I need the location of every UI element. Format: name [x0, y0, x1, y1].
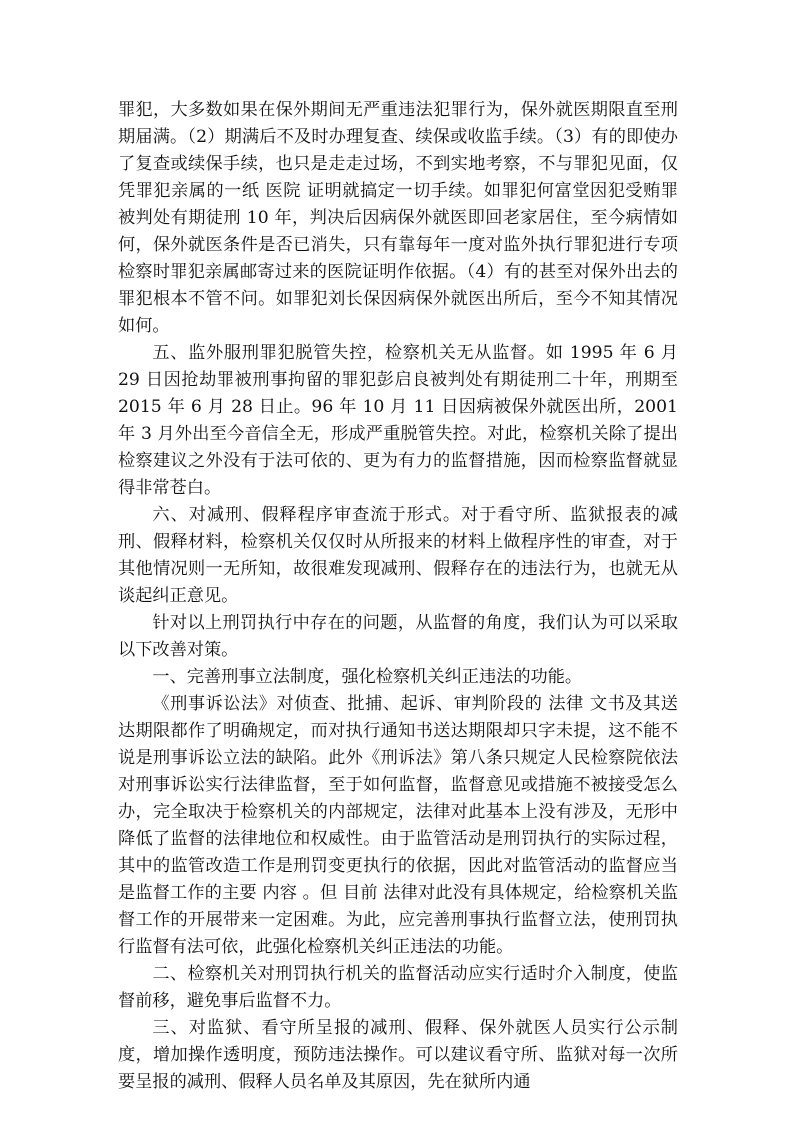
paragraph-7-heading: 二、检察机关对刑罚执行机关的监督活动应实行适时介入制度，使监督前移，避免事后监督不力。	[118, 964, 678, 1011]
paragraph-4: 针对以上刑罚执行中存在的问题，从监督的角度，我们认为可以采取以下改善对策。	[118, 613, 678, 660]
paragraph-1: 罪犯，大多数如果在保外期间无严重违法犯罪行为，保外就医期限直至刑期届满。（2）期满后不及时办理复查、续保或收监手续。（3）有的即使办了复查或续保手续，也只是走走过场，不到实地考察，不与罪犯见面，仅凭罪犯亲属的一纸 医院 证明就搞定一切手续。如罪犯何富堂因犯受贿罪被判处有期徒刑 10 年，判决后因病保外就医即回老家居住，至今病情如何，保外就医条件是否已消失，只有靠每年一度对监外执行罪犯进行专项检察时罪犯亲属邮寄过来的医院证明作依据。（4）有的甚至对保外出去的罪犯根本不管不问。如罪犯刘长保因病保外就医出所后，至今不知其情况如何。	[118, 100, 678, 336]
paragraph-6: 《刑事诉讼法》对侦查、批捕、起诉、审判阶段的 法律 文书及其送达期限都作了明确规定，而对执行通知书送达期限却只字未提，这不能不说是刑事诉讼立法的缺陷。此外《刑诉法》第八条只规定人民检察院依法对刑事诉讼实行法律监督，至于如何监督，监督意见或措施不被接受怎么办，完全取决于检察机关的内部规定，法律对此基本上没有涉及，无形中降低了监督的法律地位和权威性。由于监管活动是刑罚执行的实际过程，其中的监管改造工作是刑罚变更执行的依据，因此对监管活动的监督应当是监督工作的主要 内容 。但 目前 法律对此没有具体规定，给检察机关监督工作的开展带来一定困难。为此，应完善刑事执行监督立法，使刑罚执行监督有法可依，此强化检察机关纠正违法的功能。	[118, 694, 678, 957]
document-body	[118, 97, 678, 1096]
paragraph-3: 六、对减刑、假释程序审查流于形式。对于看守所、监狱报表的减刑、假释材料，检察机关仅仅时从所报来的材料上做程序性的审查，对于其他情况则一无所知，故很难发现减刑、假释存在的违法行为，也就无从谈起纠正意见。	[118, 505, 678, 606]
paragraph-2: 五、监外服刑罪犯脱管失控，检察机关无从监督。如 1995 年 6 月 29 日因抢劫罪被刑事拘留的罪犯彭启良被判处有期徒刑二十年，刑期至 2015 年 6 月 28 日止。96 年 10 月 11 日因病被保外就医出所，2001 年 3 月外出至今音信全无，形成严重脱管失控。对此，检察机关除了提出检察建议之外没有于法可依的、更为有力的监督措施，因而检察监督就显得非常苍白。	[118, 343, 678, 498]
paragraph-5-heading: 一、完善刑事立法制度，强化检察机关纠正违法的功能。	[152, 667, 583, 687]
paragraph-8: 三、对监狱、看守所呈报的减刑、假释、保外就医人员实行公示制度，增加操作透明度，预防违法操作。可以建议看守所、监狱对每一次所要呈报的减刑、假释人员名单及其原因，先在狱所内通	[118, 1018, 678, 1092]
